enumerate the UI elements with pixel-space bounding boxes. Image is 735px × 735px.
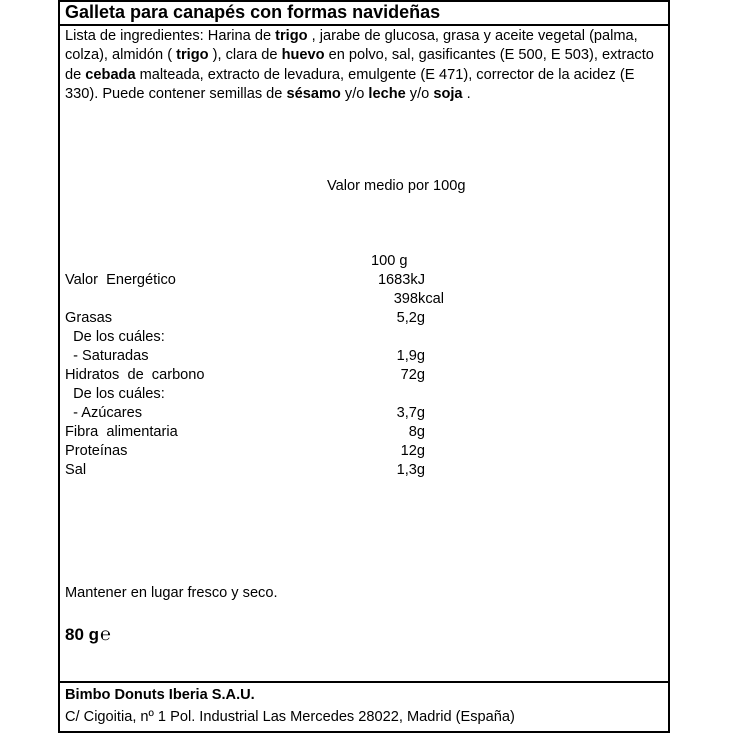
ingredients-text: , jarabe de glucosa, grasa y aceite vegetal (palma, colza), almidón (	[65, 28, 638, 64]
nutrition-value: 3,7g	[396, 405, 425, 421]
nutrition-label: - Saturadas	[65, 348, 149, 364]
nutrition-value: 1,3g	[396, 462, 425, 478]
ingredients-text: ), clara de	[208, 47, 282, 64]
ingredients-text: y/o	[340, 85, 369, 102]
nutrition-value: 398kcal	[393, 291, 444, 307]
nutrition-label: Valor Energético	[65, 272, 176, 288]
ingredients-text: Lista de ingredientes: Harina de	[65, 28, 276, 44]
nutrition-column-header: 100 g	[371, 253, 408, 269]
nutrition-label: Proteínas	[65, 443, 128, 459]
net-weight	[65, 624, 111, 645]
ingredients-text: en polvo, sal, gasificantes (E 500, E 503), extracto de	[65, 47, 654, 83]
nutrition-label: Sal	[65, 462, 87, 478]
allergen: sésamo	[286, 85, 341, 102]
product-title: Galleta para canapés con formas navideñas	[65, 2, 441, 22]
nutrition-value: 8g	[408, 424, 425, 440]
nutrition-value: 1683kJ	[377, 272, 425, 288]
allergen: leche	[368, 85, 406, 102]
estimated-sign-icon: ℮	[100, 624, 111, 644]
divider	[58, 681, 670, 683]
nutrition-header: Valor medio por 100g	[327, 178, 466, 194]
allergen: huevo	[281, 47, 325, 64]
ingredients-text: malteada, extracto de levadura, emulgente (E 471), corrector de la acidez (E 330). Puede contener semillas de	[65, 66, 635, 102]
storage-instructions: Mantener en lugar fresco y seco.	[65, 585, 278, 601]
allergen: soja	[433, 85, 463, 102]
divider	[58, 24, 670, 26]
nutrition-label: - Azúcares	[65, 405, 143, 421]
nutrition-value: 72g	[400, 367, 425, 383]
company-name: Bimbo Donuts Iberia S.A.U.	[65, 687, 255, 703]
nutrition-label: Hidratos de carbono	[65, 367, 205, 383]
ingredients-list	[65, 27, 663, 104]
nutrition-label: De los cuáles:	[65, 329, 165, 345]
ingredients-text: .	[462, 85, 471, 102]
company-address: C/ Cigoitia, nº 1 Pol. Industrial Las Mercedes 28022, Madrid (España)	[65, 709, 515, 725]
nutrition-label: Grasas	[65, 310, 113, 326]
nutrition-label: Fibra alimentaria	[65, 424, 178, 440]
allergen: trigo	[275, 28, 308, 44]
nutrition-value: 5,2g	[396, 310, 425, 326]
nutrition-label: De los cuáles:	[65, 386, 165, 402]
ingredients-text: y/o	[405, 85, 434, 102]
allergen: cebada	[85, 66, 136, 83]
nutrition-value: 1,9g	[396, 348, 425, 364]
allergen: trigo	[176, 47, 209, 64]
nutrition-value: 12g	[400, 443, 425, 459]
net-weight-value: 80 g	[65, 624, 100, 644]
